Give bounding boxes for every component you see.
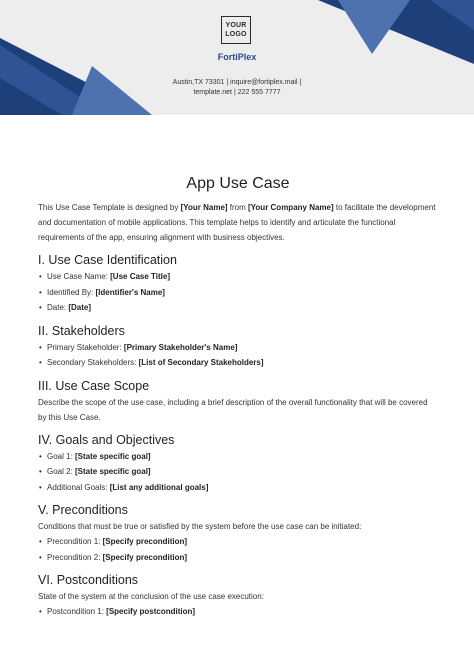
logo-placeholder <box>221 16 251 44</box>
goals-list <box>38 449 438 496</box>
item-value: [Date] <box>68 303 92 312</box>
item-value: [Specify precondition] <box>102 537 188 546</box>
intro-suffix: to facilitate the development and documentation of mobile applications. This template helps to identify and articulate the functional requirements of the app, ensuring alignment with business objectives. <box>38 203 436 242</box>
intro-middle: from <box>227 203 249 212</box>
section-heading-preconditions: V. Preconditions <box>38 503 128 517</box>
item-label: Use Case Name: <box>47 272 111 281</box>
intro-paragraph <box>38 200 438 245</box>
logo-text-line2: LOGO <box>225 31 247 38</box>
list-item <box>38 604 438 620</box>
contact-line1: Austin,TX 73301 | inquire@fortiplex.mail | <box>172 79 302 86</box>
item-value: [Primary Stakeholder's Name] <box>123 342 238 352</box>
item-value: [List of Secondary Stakeholders] <box>138 358 264 367</box>
item-label: Primary Stakeholder: <box>47 342 124 352</box>
your-name-placeholder: [Your Name] <box>180 203 228 212</box>
item-label: Goal 1: <box>47 451 76 461</box>
stakeholders-list <box>38 340 438 371</box>
section-heading-stakeholders: II. Stakeholders <box>38 323 125 338</box>
list-item <box>38 464 438 480</box>
list-item <box>38 534 438 550</box>
document-body <box>38 175 438 620</box>
section-heading-goals: IV. Goals and Objectives <box>38 432 175 447</box>
item-label: Identified By: <box>47 287 96 297</box>
postconditions-list <box>38 604 438 620</box>
list-item <box>38 269 438 285</box>
item-value: [Specify precondition] <box>102 552 188 562</box>
item-value: [Use Case Title] <box>110 272 171 281</box>
item-value: [Specify postcondition] <box>106 607 196 616</box>
list-item <box>38 550 438 566</box>
item-label: Additional Goals: <box>47 482 110 492</box>
contact-line2: template.net | 222 555 7777 <box>193 89 281 96</box>
intro-prefix: This Use Case Template is designed by <box>38 203 181 212</box>
document-header <box>0 0 474 115</box>
item-label: Precondition 2: <box>47 552 103 562</box>
item-label: Postcondition 1: <box>47 607 107 616</box>
item-label: Precondition 1: <box>47 537 103 546</box>
logo-text-line1: YOUR <box>225 22 247 29</box>
scope-paragraph: Describe the scope of the use case, including a brief description of the overall functionality that will be covered by this Use Case. <box>38 397 428 422</box>
list-item <box>38 480 438 496</box>
section-heading-postconditions: VI. Postconditions <box>38 573 139 587</box>
list-item <box>38 300 438 316</box>
item-label: Date: <box>47 303 69 312</box>
item-label: Goal 2: <box>47 467 76 476</box>
company-name: FortiPlex <box>217 52 257 62</box>
list-item <box>38 285 438 301</box>
list-item <box>38 355 438 371</box>
item-value: [Identifier's Name] <box>95 287 165 297</box>
page-title: App Use Case <box>186 175 290 192</box>
item-value: [List any additional goals] <box>109 482 209 492</box>
section-heading-identification: I. Use Case Identification <box>38 253 177 267</box>
item-value: [State specific goal] <box>75 451 151 461</box>
identification-list <box>38 269 438 316</box>
item-value: [State specific goal] <box>75 467 151 476</box>
preconditions-list <box>38 534 438 565</box>
contact-info <box>0 78 474 98</box>
section-heading-scope: III. Use Case Scope <box>38 378 150 393</box>
list-item <box>38 340 438 356</box>
list-item <box>38 449 438 465</box>
preconditions-paragraph: Conditions that must be true or satisfied by the system before the use case can be initiated: <box>38 522 362 531</box>
postconditions-paragraph: State of the system at the conclusion of the use case execution: <box>38 592 264 601</box>
item-label: Secondary Stakeholders: <box>47 358 139 367</box>
company-name-placeholder: [Your Company Name] <box>248 203 334 212</box>
